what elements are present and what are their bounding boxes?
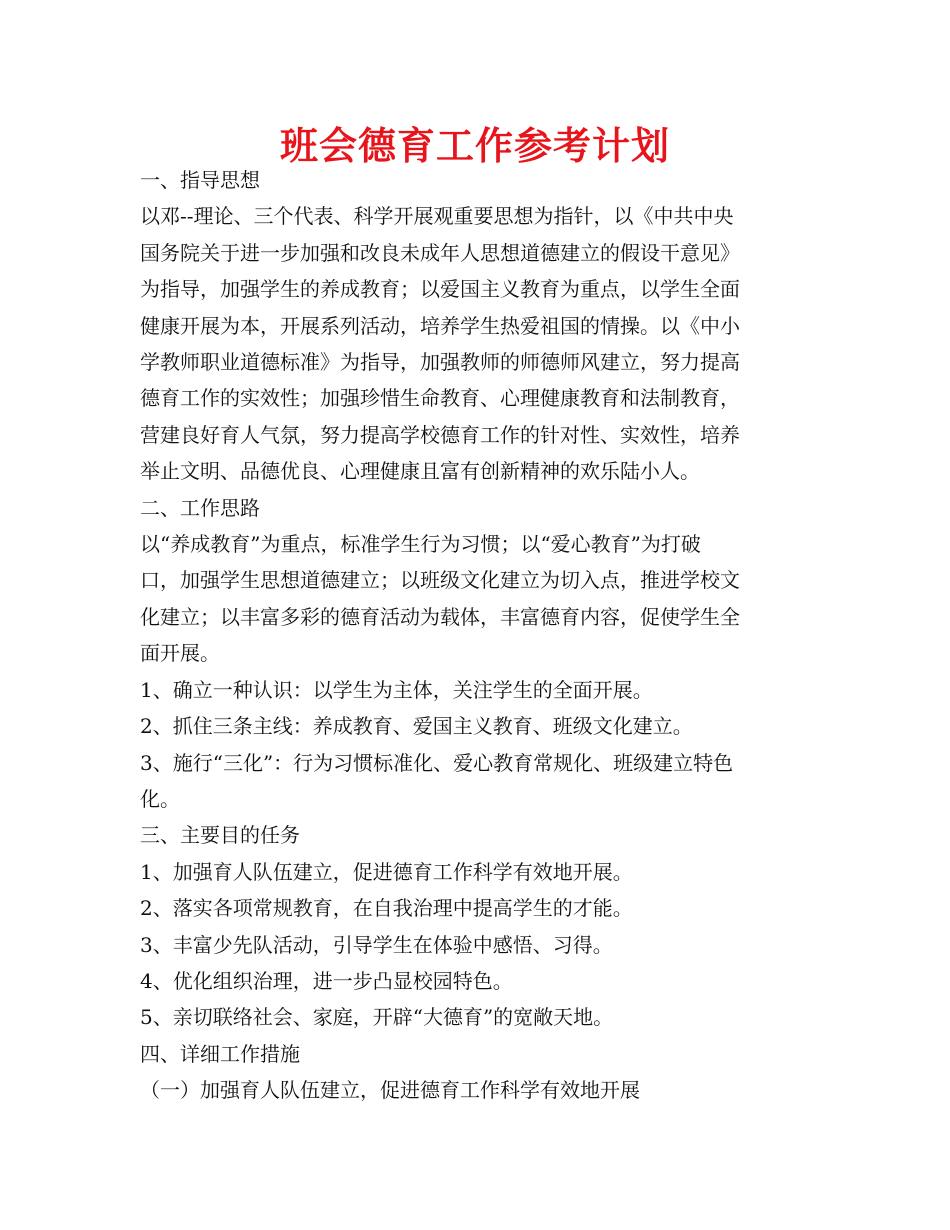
list-item: 5、亲切联络社会、家庭，开辟“大德育”的宽敞天地。 [140, 1005, 614, 1030]
subsection-heading: （一）加强育人队伍建立，促进德育工作科学有效地开展 [140, 1078, 640, 1103]
list-item-continuation: 化。 [140, 786, 180, 811]
paragraph-line: 德育工作的实效性；加强珍惜生命教育、心理健康教育和法制教育， [140, 386, 740, 411]
paragraph-line: 口，加强学生思想道德建立；以班级文化建立为切入点，推进学校文 [140, 568, 740, 593]
list-item: 1、确立一种认识：以学生为主体，关注学生的全面开展。 [140, 677, 653, 702]
list-item: 2、抓住三条主线：养成教育、爱国主义教育、班级文化建立。 [140, 714, 693, 739]
list-item: 4、优化组织治理，进一步凸显校园特色。 [140, 968, 513, 993]
paragraph-line: 国务院关于进一步加强和改良未成年人思想道德建立的假设干意见》 [140, 240, 740, 265]
paragraph-line: 以邓--理论、三个代表、科学开展观重要思想为指针，以《中共中央 [140, 204, 734, 229]
paragraph-line: 以“养成教育”为重点，标准学生行为习惯；以“爱心教育”为打破 [140, 532, 701, 557]
list-item: 1、加强育人队伍建立，促进德育工作科学有效地开展。 [140, 859, 633, 884]
paragraph-line: 营建良好育人气氛，努力提高学校德育工作的针对性、实效性，培养 [140, 422, 740, 447]
section-heading-guiding-ideology: 一、指导思想 [140, 168, 260, 192]
section-heading-detailed-measures: 四、详细工作措施 [140, 1041, 300, 1066]
paragraph-line: 化建立；以丰富多彩的德育活动为载体，丰富德育内容，促使学生全 [140, 604, 740, 629]
list-item: 3、丰富少先队活动，引导学生在体验中感悟、习得。 [140, 932, 613, 957]
section-heading-main-goals: 三、主要目的任务 [140, 823, 300, 848]
paragraph-line: 面开展。 [140, 641, 220, 666]
list-item: 3、施行“三化”：行为习惯标准化、爱心教育常规化、班级建立特色 [140, 750, 734, 775]
section-heading-work-approach: 二、工作思路 [140, 495, 260, 520]
document-title: 班会德育工作参考计划 [279, 124, 670, 168]
paragraph-line: 举止文明、品德优良、心理健康且富有创新精神的欢乐陆小人。 [140, 459, 700, 484]
paragraph-line: 为指导，加强学生的养成教育；以爱国主义教育为重点，以学生全面 [140, 277, 740, 302]
list-item: 2、落实各项常规教育，在自我治理中提高学生的才能。 [140, 896, 633, 921]
document-body [140, 162, 820, 1109]
paragraph-line: 健康开展为本，开展系列活动，培养学生热爱祖国的情操。以《中小 [140, 313, 740, 338]
paragraph-line: 学教师职业道德标准》为指导，加强教师的师德师风建立，努力提高 [140, 350, 740, 375]
